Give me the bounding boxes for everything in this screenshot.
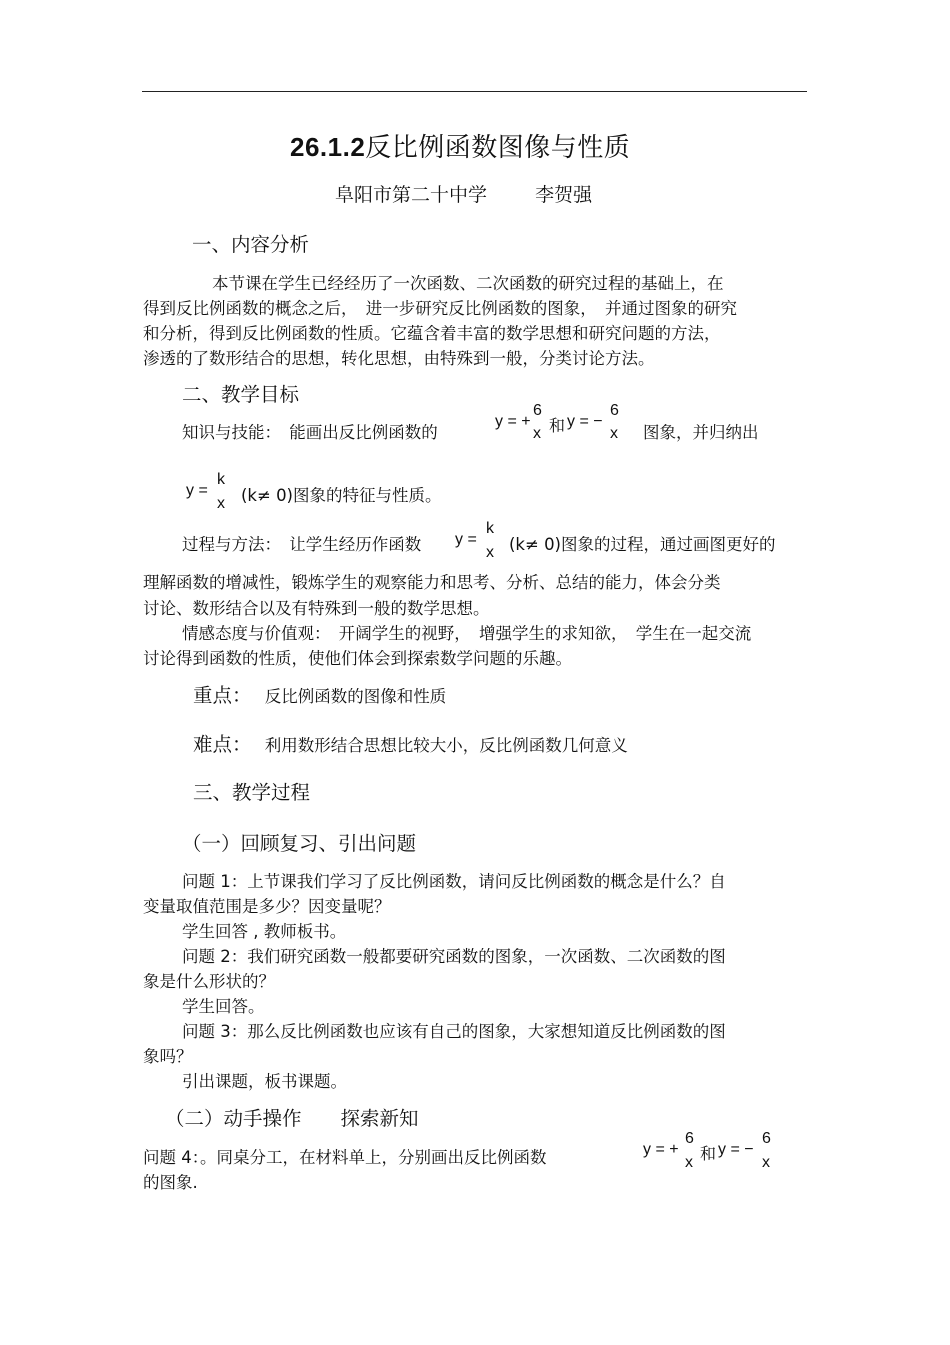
answer-1: 学生回答 , 教师板书。 [182,922,347,941]
formula-numerator: k [217,471,225,488]
process-line-1-prefix: 过程与方法： 让学生经历作函数 [182,535,422,554]
title-number: 26.1.2 [290,132,366,162]
formula-and: 和 [700,1146,717,1163]
title-text: 反比例函数图像与性质 [365,133,631,163]
key-point-label: 重点： [193,684,252,707]
section-heading-content: 一、内容分析 [192,233,310,256]
school-name: 阜阳市第二十中学 [335,184,488,206]
emotion-line-2: 讨论得到函数的性质，使他们体会到探索数学问题的乐趣。 [143,649,572,668]
formula-y-eq: y = [455,531,477,548]
formula-y-plus: y = + [643,1141,679,1158]
formula-y-eq: y = [186,482,208,499]
author-line [335,180,592,207]
content-line-1: 本节课在学生已经经历了一次函数、二次函数的研究过程的基础上，在 [212,274,724,293]
formula-denominator: x [486,544,494,561]
knowledge-line-2: (k≠ 0)图象的特征与性质。 [241,486,442,505]
formula-y-plus: y = + [495,413,531,430]
section-heading-process: 三、教学过程 [193,781,311,804]
process-line-1-suffix: (k≠ 0)图象的过程，通过画图更好的 [509,535,776,554]
process-line-2: 理解函数的增减性，锻炼学生的观察能力和思考、分析、总结的能力，体会分类 [143,573,721,592]
top-rule [142,91,807,92]
formula-denominator: x [217,495,225,512]
answer-2: 学生回答。 [182,997,265,1016]
difficulty-label: 难点： [193,733,252,756]
question-4-line-2: 的图象. [143,1173,198,1192]
formula-denominator: x [533,425,541,442]
subsection-review: （一）回顾复习、引出问题 [182,832,417,855]
section-heading-goals: 二、教学目标 [182,383,300,406]
content-line-3: 和分析，得到反比例函数的性质。它蕴含着丰富的数学思想和研究问题的方法， [143,324,721,343]
question-3-line-2: 象吗？ [143,1047,193,1066]
difficulty [193,729,628,757]
formula-y-minus: y = − [567,413,603,430]
key-point [193,680,446,708]
formula-k-over-x-1 [186,471,236,516]
formula-denominator: x [610,425,618,442]
content-line-4: 渗透的了数形结合的思想，转化思想，由特殊到一般，分类讨论方法。 [143,349,655,368]
formula-numerator: 6 [533,402,542,419]
question-3-line-1: 问题 3：那么反比例函数也应该有自己的图象，大家想知道反比例函数的图 [182,1022,726,1041]
question-4-line-1: 问题 4：。同桌分工，在材料单上，分别画出反比例函数 [143,1148,547,1167]
knowledge-line-1-prefix: 知识与技能： 能画出反比例函数的 [182,423,438,442]
question-2-line-1: 问题 2：我们研究函数一般都要研究函数的图象，一次函数、二次函数的图 [182,947,726,966]
emotion-line-1: 情感态度与价值观： 开阔学生的视野， 增强学生的求知欲， 学生在一起交流 [182,624,752,643]
knowledge-line-1-suffix: 图象，并归纳出 [643,423,759,442]
formula-numerator: k [486,520,494,537]
difficulty-text: 利用数形结合思想比较大小，反比例函数几何意义 [264,736,628,755]
author-name: 李贺强 [535,184,593,206]
process-line-3: 讨论、数形结合以及有特殊到一般的数学思想。 [143,599,490,618]
formula-denominator: x [762,1154,770,1171]
formula-y-minus: y = − [718,1141,754,1158]
answer-3: 引出课题，板书课题。 [182,1072,347,1091]
content-line-2: 得到反比例函数的概念之后， 进一步研究反比例函数的图象， 并通过图象的研究 [143,299,737,318]
subsection-explore: （二）动手操作 探索新知 [165,1107,419,1130]
question-1-line-2: 变量取值范围是多少？因变量呢？ [143,897,391,916]
question-2-line-2: 象是什么形状的？ [143,972,275,991]
page-title [290,127,630,164]
formula-pair-2 [643,1130,783,1175]
formula-numerator: 6 [762,1130,771,1147]
formula-k-over-x-2 [455,520,505,565]
formula-numerator: 6 [610,402,619,419]
question-1-line-1: 问题 1：上节课我们学习了反比例函数，请问反比例函数的概念是什么？自 [182,872,726,891]
key-point-text: 反比例函数的图像和性质 [264,687,447,706]
formula-numerator: 6 [685,1130,694,1147]
formula-and: 和 [549,418,566,435]
formula-pair-1 [495,402,635,447]
formula-denominator: x [685,1154,693,1171]
